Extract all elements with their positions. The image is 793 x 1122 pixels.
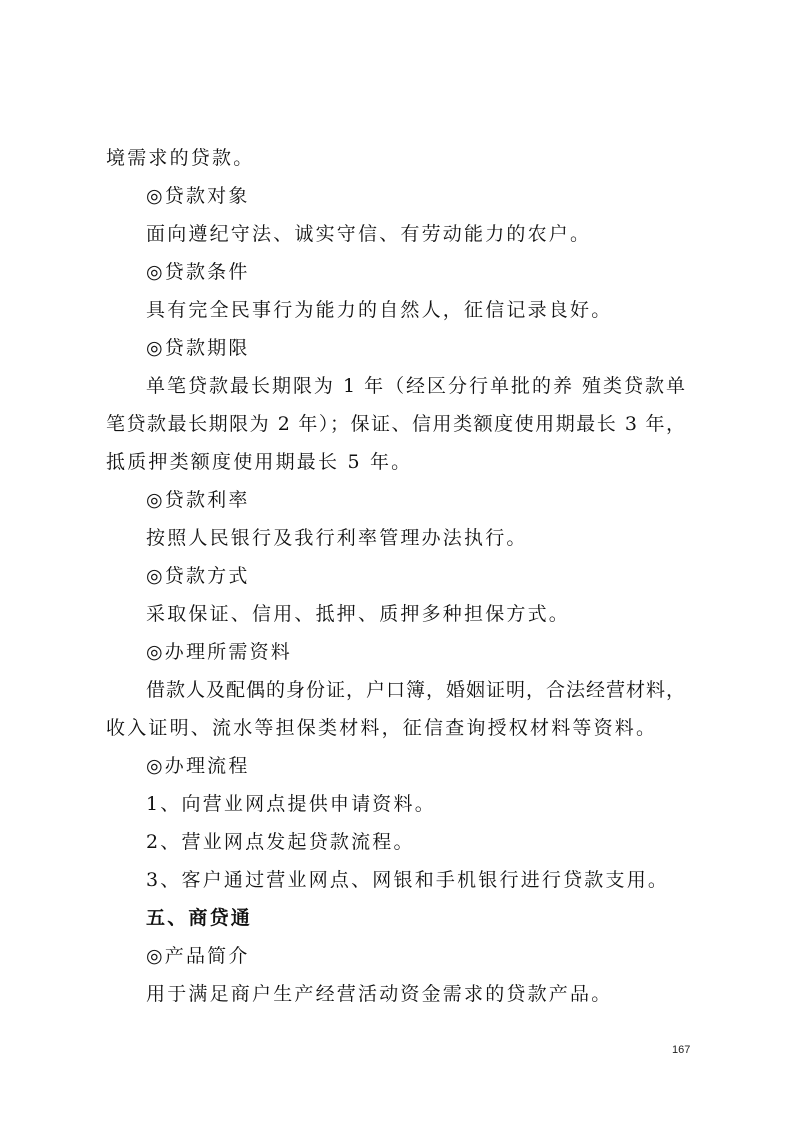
paragraph-line: 境需求的贷款。 bbox=[106, 147, 255, 169]
paragraph-line: 面向遵纪守法、诚实守信、有劳动能力的农户。 bbox=[146, 223, 592, 245]
section-label-loan-conditions: ◎贷款条件 bbox=[146, 261, 250, 283]
section-label-loan-method: ◎贷款方式 bbox=[146, 565, 250, 587]
section-heading: 五、商贷通 bbox=[146, 907, 253, 929]
section-label-loan-term: ◎贷款期限 bbox=[146, 337, 250, 359]
paragraph-line: 借款人及配偶的身份证，户口簿，婚姻证明，合法经营材料， bbox=[146, 679, 687, 701]
list-item: 3、客户通过营业网点、网银和手机银行进行贷款支用。 bbox=[146, 869, 670, 891]
paragraph-line: 具有完全民事行为能力的自然人，征信记录良好。 bbox=[146, 299, 613, 321]
section-label-product-intro: ◎产品简介 bbox=[146, 945, 250, 967]
list-item: 1、向营业网点提供申请资料。 bbox=[146, 793, 436, 815]
paragraph-line: 收入证明、流水等担保类材料，征信查询授权材料等资料。 bbox=[106, 717, 658, 739]
list-item: 2、营业网点发起贷款流程。 bbox=[146, 831, 415, 853]
paragraph-line: 采取保证、信用、抵押、质押多种担保方式。 bbox=[146, 603, 571, 625]
paragraph-line: 笔贷款最长期限为 2 年）；保证、信用类额度使用期最长 3 年， bbox=[106, 413, 686, 435]
paragraph-line: 抵质押类额度使用期最长 5 年。 bbox=[106, 451, 413, 473]
paragraph-line: 单笔贷款最长期限为 1 年（经区分行单批的养 殖类贷款单 bbox=[146, 375, 686, 397]
paragraph-line: 用于满足商户生产经营活动资金需求的贷款产品。 bbox=[146, 983, 613, 1005]
section-label-process: ◎办理流程 bbox=[146, 755, 250, 777]
page-number: 167 bbox=[672, 1044, 691, 1056]
section-label-loan-target: ◎贷款对象 bbox=[146, 185, 250, 207]
section-label-loan-rate: ◎贷款利率 bbox=[146, 489, 250, 511]
paragraph-line: 按照人民银行及我行利率管理办法执行。 bbox=[146, 527, 528, 549]
section-label-required-materials: ◎办理所需资料 bbox=[146, 641, 292, 663]
